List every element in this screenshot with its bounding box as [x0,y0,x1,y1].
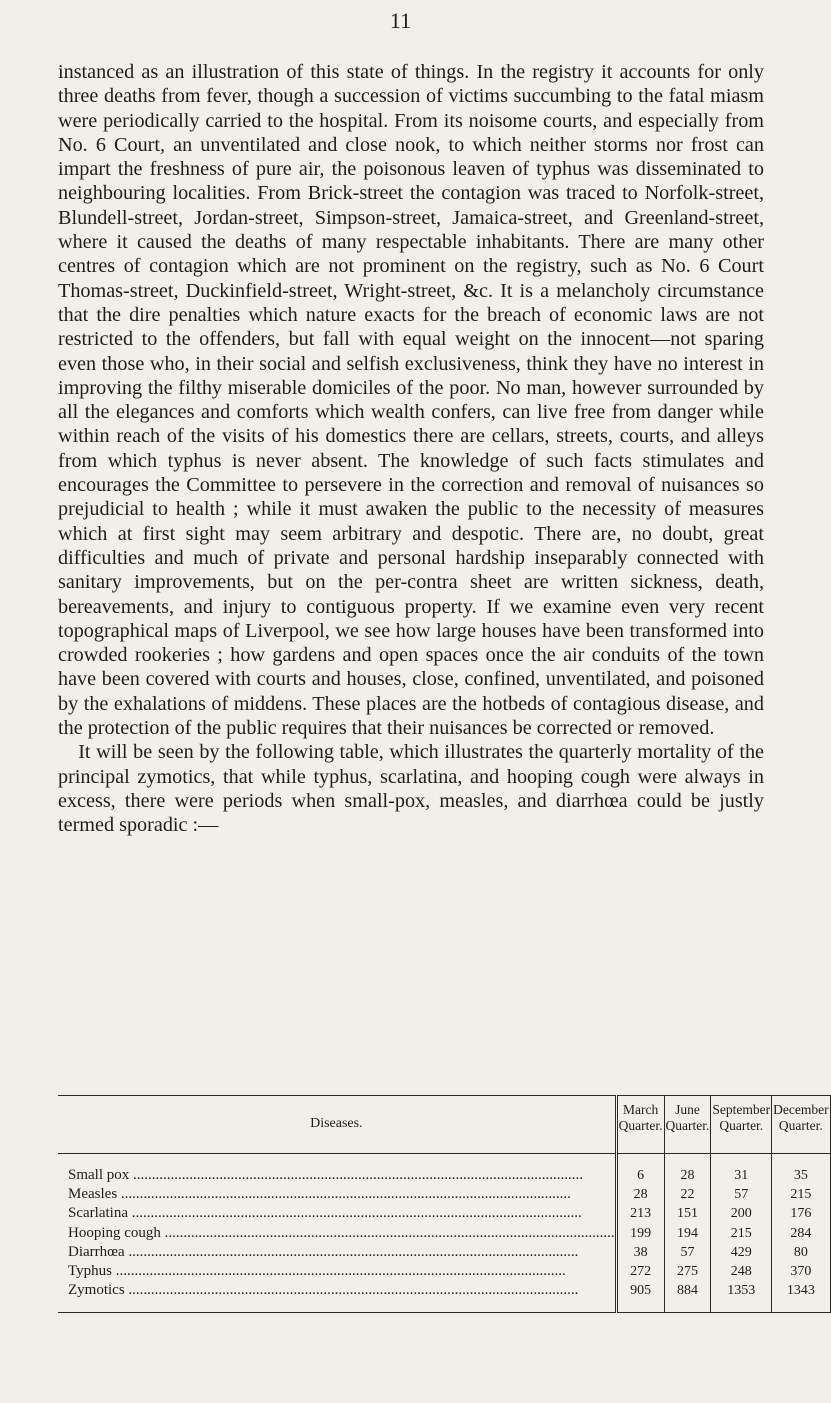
september-cell: 429 [711,1243,772,1262]
disease-label: Scarlatina [68,1205,128,1222]
december-cell: 215 [772,1185,830,1204]
march-cell: 199 [616,1224,664,1243]
body-text [58,60,764,838]
header-march-quarter [616,1096,664,1154]
header-line: June [675,1102,700,1117]
disease-cell [58,1154,616,1186]
june-cell: 884 [664,1281,711,1313]
dot-leader: ........................................................................................................................ [124,1243,579,1260]
header-june-quarter [664,1096,711,1154]
header-december-quarter [772,1096,830,1154]
dot-leader: ........................................................................................................................ [160,1224,615,1241]
header-line: September [712,1102,771,1117]
header-line: December [773,1102,829,1117]
dot-leader: ........................................................................................................................ [127,1205,582,1222]
table-row [58,1262,830,1281]
header-diseases: Diseases. [58,1096,616,1154]
september-cell: 1353 [711,1281,772,1313]
disease-label: Small pox [68,1167,130,1184]
disease-cell [58,1185,616,1204]
december-cell: 370 [772,1262,830,1281]
table-body [58,1154,830,1313]
march-cell: 905 [616,1281,664,1313]
june-cell: 194 [664,1224,711,1243]
disease-label: Hooping cough [68,1224,161,1241]
september-cell: 200 [711,1204,772,1223]
june-cell: 22 [664,1185,711,1204]
march-cell: 6 [616,1154,664,1186]
dot-leader: ........................................................................................................................ [129,1167,584,1184]
december-cell: 35 [772,1154,830,1186]
december-cell: 284 [772,1224,830,1243]
disease-label: Diarrhœa [68,1243,125,1260]
september-cell: 248 [711,1262,772,1281]
september-cell: 57 [711,1185,772,1204]
dot-leader: ........................................................................................................................ [111,1263,566,1280]
header-line: Quarter. [618,1118,663,1133]
disease-cell [58,1281,616,1313]
disease-cell [58,1224,616,1243]
table-row [58,1243,830,1262]
paragraph-text: It will be seen by the following table, which illustrates the quarterly mortality of the principal zymotics, that while typhus, scarlatina, and hooping cough were always in excess, there were periods when small-pox, measles, and diarrhœa could be justly termed sporadic :— [58,741,764,837]
disease-label: Zymotics [68,1282,125,1299]
disease-label: Typhus [68,1263,112,1280]
disease-cell [58,1204,616,1223]
header-line: Quarter. [719,1118,764,1133]
june-cell: 151 [664,1204,711,1223]
mortality-table [58,1095,831,1313]
march-cell: 272 [616,1262,664,1281]
table-row [58,1204,830,1223]
table-row [58,1185,830,1204]
table-row [58,1154,830,1186]
header-line: March [622,1102,659,1117]
september-cell: 215 [711,1224,772,1243]
disease-label: Measles [68,1186,118,1203]
december-cell: 1343 [772,1281,830,1313]
disease-cell [58,1262,616,1281]
header-september-quarter [711,1096,772,1154]
disease-cell [58,1243,616,1262]
september-cell: 31 [711,1154,772,1186]
table-header-row [58,1096,830,1154]
header-line: Quarter. [665,1118,710,1133]
march-cell: 213 [616,1204,664,1223]
march-cell: 28 [616,1185,664,1204]
table-row [58,1224,830,1243]
header-line: Quarter. [778,1118,823,1133]
december-cell: 80 [772,1243,830,1262]
dot-leader: ........................................................................................................................ [124,1282,579,1299]
dot-leader: ........................................................................................................................ [117,1186,571,1203]
june-cell: 57 [664,1243,711,1262]
paragraph [58,740,764,837]
june-cell: 28 [664,1154,711,1186]
december-cell: 176 [772,1204,830,1223]
page-number: 11 [389,8,412,33]
table-row [58,1281,830,1313]
march-cell: 38 [616,1243,664,1262]
june-cell: 275 [664,1262,711,1281]
paragraph: instanced as an illustration of this state of things. In the registry it accounts for only three deaths from fever, though a succession of victims succumbing to the fatal miasm were periodically carried to the hospital. From its noisome courts, and especially from No. 6 Court, an unventilated and close nook, to which neither storms nor frost can impart the freshness of pure air, the poisonous leaven of typhus was disseminated to neighbouring localities. From Brick-street the contagion was traced to Norfolk-street, Blundell-street, Jordan-street, Simpson-street, Jamaica-street, and Greenland-street, where it caused the deaths of many respectable inhabitants. There are many other centres of contagion which are not prominent on the registry, such as No. 6 Court Thomas-street, Duckinfield-street, Wright-street, &c. It is a melancholy circumstance that the dire penalties which nature exacts for the breach of economic laws are not restricted to the offenders, but fall with equal weight on the innocent—not sparing even those who, in their social and selfish exclusiveness, think they have no interest in improving the filthy miserable domiciles of the poor. No man, however surrounded by all the elegances and comforts which wealth confers, can live free from danger while within reach of the visits of his domestics there are cellars, streets, courts, and alleys from which typhus is never absent. The knowledge of such facts stimulates and encourages the Committee to persevere in the correction and removal of nuisances so prejudicial to health ; while it must awaken the public to the necessity of measures which at first sight may seem arbitrary and despotic. There are, no doubt, great difficulties and much of private and personal hardship inseparably connected with sanitary improvements, but on the per-contra sheet are written sickness, death, bereavements, and injury to contiguous property. If we examine even very recent topographical maps of Liverpool, we see how large houses have been transformed into crowded rookeries ; how gardens and open spaces once the air conduits of the town have been covered with courts and houses, close, confined, unventilated, and poisoned by the exhalations of middens. These places are the hotbeds of contagious disease, and the protection of the public requires that their nuisances be corrected or removed. [58,61,764,740]
